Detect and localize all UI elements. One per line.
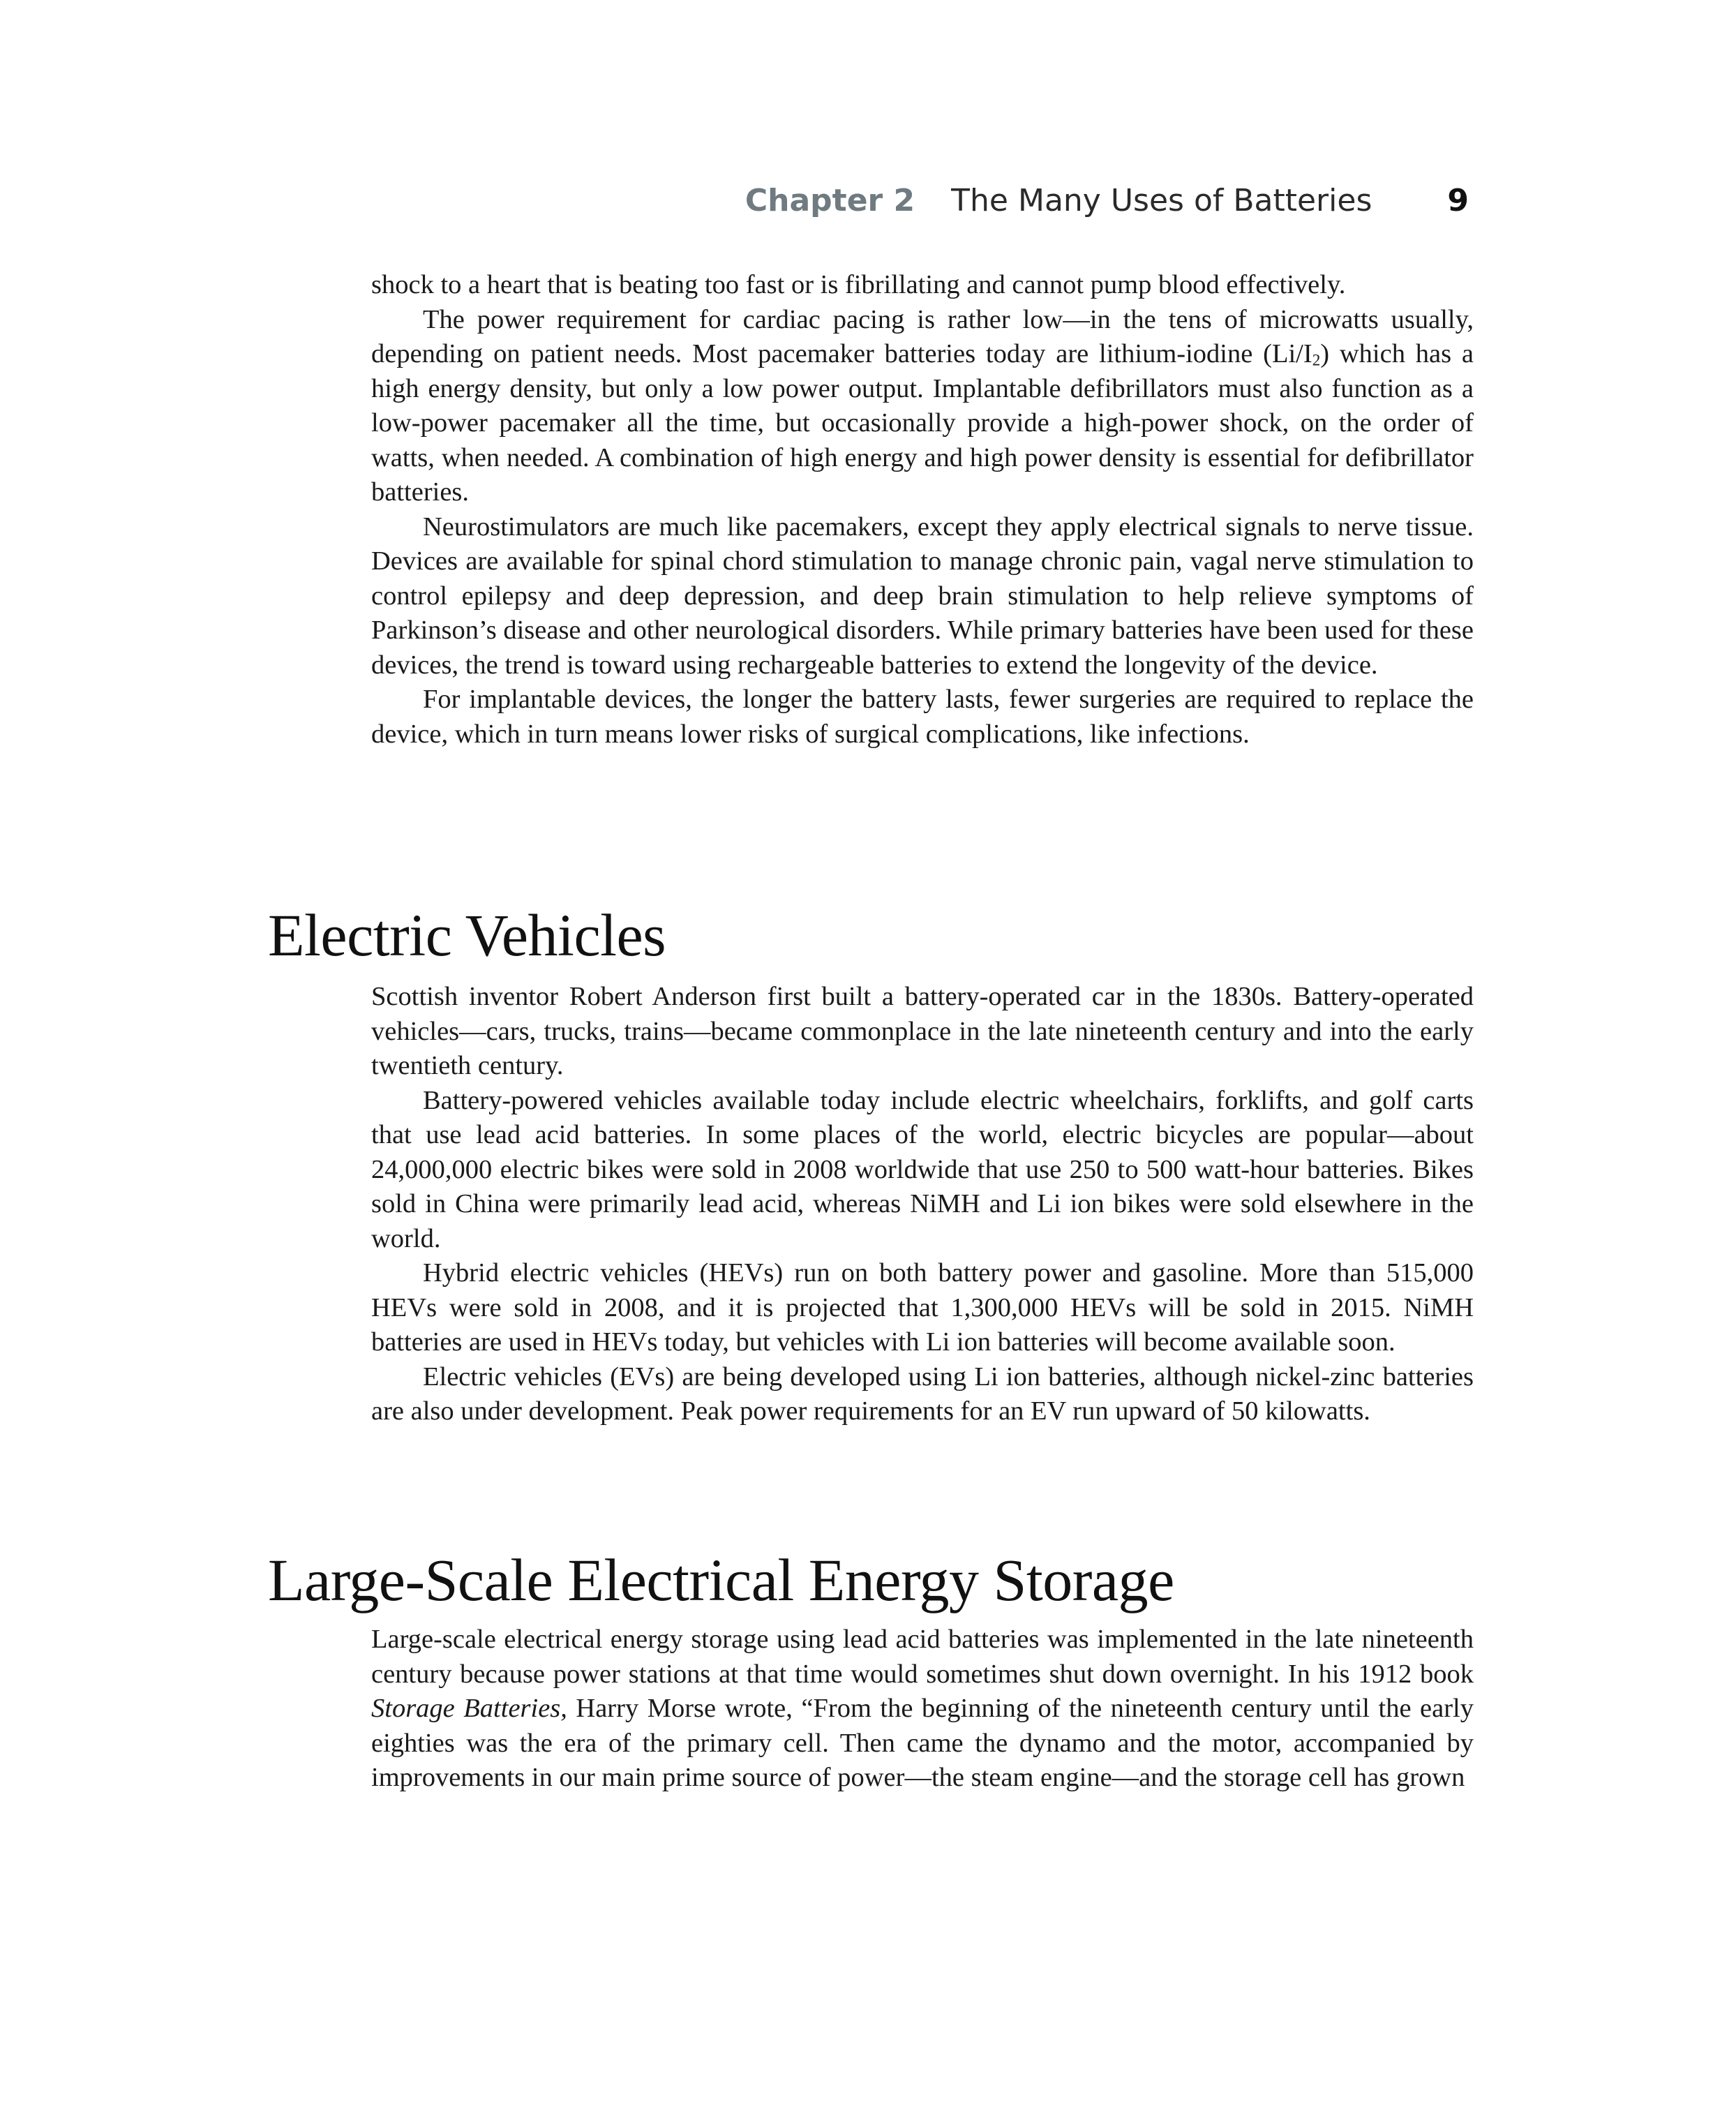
intro-paragraph-2	[371, 303, 1474, 510]
intro-paragraph-1: shock to a heart that is beating too fast or is fibrillating and cannot pump blood effectively.	[371, 270, 1346, 299]
intro-paragraph-2-text-b: ) which has a high energy density, but only a low power output. Implantable defibrillators must also function as a low-power pacemaker all the time, but occasionally provide a high-power shock, on the order of watts, when needed. A combination of high energy and high power density is essential for defibrillator batteries.	[371, 339, 1474, 507]
ev-paragraph-1: Scottish inventor Robert Anderson first built a battery-operated car in the 1830s. Battery-operated vehicles—cars, trucks, trains—became commonplace in the late nineteenth century and into the early twentieth century.	[371, 982, 1474, 1080]
ev-paragraph-4: Electric vehicles (EVs) are being developed using Li ion batteries, although nickel-zinc batteries are also under development. Peak power requirements for an EV run upward of 50 kilowatts.	[371, 1362, 1474, 1426]
intro-paragraph-4: For implantable devices, the longer the battery lasts, fewer surgeries are required to replace the device, which in turn means lower risks of surgical complications, like infections.	[371, 685, 1474, 749]
section-heading-large-scale-storage: Large-Scale Electrical Energy Storage	[268, 1546, 1174, 1613]
book-title: Storage Batteries,	[371, 1694, 567, 1723]
storage-paragraph-1-text-a: Large-scale electrical energy storage using lead acid batteries was implemented in the late nineteenth century because power stations at that time would sometimes shut down overnight. In his 1912 book	[371, 1625, 1474, 1689]
storage-paragraph-1-text-b: Harry Morse wrote, “From the beginning of the nineteenth century until the early eighties was the era of the primary cell. Then came the dynamo and the motor, accompanied by improvements in our main prime source of power—the steam engine—and the storage cell has grown	[371, 1694, 1474, 1792]
large-scale-storage-text-block	[371, 1623, 1474, 1796]
ev-paragraph-2: Battery-powered vehicles available today include electric wheelchairs, forklifts, and golf carts that use lead acid batteries. In some places of the world, electric bicycles are popular—about 24,000,000 electric bikes were sold in 2008 worldwide that use 250 to 500 watt-hour batteries. Bikes sold in China were primarily lead acid, whereas NiMH and Li ion bikes were sold elsewhere in the world.	[371, 1085, 1474, 1253]
section-heading-electric-vehicles: Electric Vehicles	[268, 902, 666, 969]
intro-paragraph-3: Neurostimulators are much like pacemakers, except they apply electrical signals to nerve tissue. Devices are available for spinal chord stimulation to manage chronic pain, vagal nerve stimulation to control epilepsy and deep depression, and deep brain stimulation to help relieve symptoms of Parkinson’s disease and other neurological disorders. While primary batteries have been used for these devices, the trend is toward using rechargeable batteries to extend the longevity of the device.	[371, 512, 1474, 680]
chapter-label: Chapter 2	[744, 183, 915, 218]
iodine-subscript: 2	[1312, 350, 1321, 369]
storage-paragraph-1	[371, 1623, 1474, 1796]
page-number: 9	[1447, 183, 1469, 218]
intro-paragraph-2-text-a: The power requirement for cardiac pacing is rather low—in the tens of microwatts usually, depending on patient needs. Most pacemaker batteries today are lithium-iodine (Li/I	[371, 304, 1474, 368]
running-header	[745, 183, 1469, 218]
intro-text-block	[371, 268, 1474, 752]
chapter-title: The Many Uses of Batteries	[951, 183, 1372, 218]
ev-paragraph-3: Hybrid electric vehicles (HEVs) run on both battery power and gasoline. More than 515,000 HEVs were sold in 2008, and it is projected that 1,300,000 HEVs will be sold in 2015. NiMH batteries are used in HEVs today, but vehicles with Li ion batteries will become available soon.	[371, 1258, 1474, 1357]
electric-vehicles-text-block	[371, 980, 1474, 1429]
